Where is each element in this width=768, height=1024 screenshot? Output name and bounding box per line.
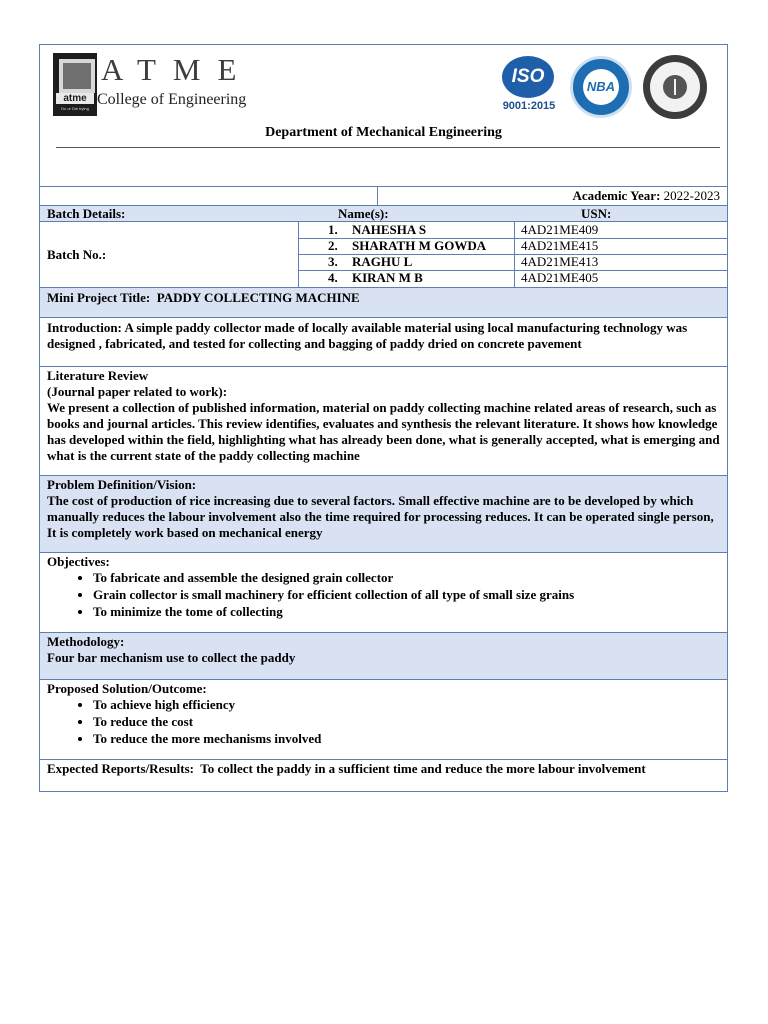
iso-badge [500, 54, 558, 116]
brand-name: ATME [101, 52, 254, 87]
list-item: • To reduce the cost [93, 714, 720, 730]
usn-label: USN: [581, 206, 612, 221]
batch-header-row [40, 206, 727, 222]
problem-text: The cost of production of rice increasing due to several factors. Small effective machine are to be developed by which manually reduces the labour involvement also the time required for processing reduces. It can be operated single person, It is completely work based on mechanical energy [47, 493, 714, 540]
objectives-list [47, 570, 720, 620]
member-name: KIRAN M B [352, 270, 423, 285]
batch-no-label: Batch No.: [47, 247, 107, 262]
document-frame [39, 44, 728, 792]
nba-badge [570, 56, 632, 118]
introduction-row [40, 318, 727, 367]
academic-year-row [40, 186, 727, 206]
methodology-row [40, 633, 727, 680]
literature-label: Literature Review [47, 368, 149, 383]
header-divider [56, 147, 720, 148]
project-title-label: Mini Project Title: [47, 290, 151, 305]
solution-list [47, 697, 720, 747]
problem-label: Problem Definition/Vision: [47, 477, 197, 492]
institution-seal-icon [643, 55, 707, 119]
list-item: • To minimize the tome of collecting [93, 604, 720, 620]
logo-text: atme [56, 93, 94, 104]
academic-year-value: 2022-2023 [663, 188, 720, 203]
literature-sub-label: (Journal paper related to work): [47, 384, 228, 399]
member-number: 2. [328, 238, 338, 253]
project-title-value: PADDY COLLECTING MACHINE [156, 290, 360, 305]
problem-definition-row [40, 476, 727, 553]
iso-badge-text: ISO [502, 56, 554, 98]
methodology-label: Methodology: [47, 634, 125, 649]
academic-year-label: Academic Year: [572, 188, 661, 203]
expected-label: Expected Reports/Results: [47, 761, 194, 776]
solution-label: Proposed Solution/Outcome: [47, 681, 207, 696]
member-number: 1. [328, 222, 338, 237]
literature-review-row [40, 367, 727, 476]
objectives-row [40, 553, 727, 633]
expected-results-row [40, 760, 727, 791]
member-number: 3. [328, 254, 338, 269]
iso-number: 9001:2015 [502, 100, 556, 112]
batch-details-label: Batch Details: [47, 206, 126, 221]
list-item: • Grain collector is small machinery for efficient collection of all type of small size grains [93, 587, 720, 603]
member-name: RAGHU L [352, 254, 413, 269]
letterhead [40, 45, 727, 187]
list-item: • To achieve high efficiency [93, 697, 720, 713]
list-item: • To reduce the more mechanisms involved [93, 731, 720, 747]
nba-badge-text: NBA [583, 69, 619, 105]
member-name: NAHESHA S [352, 222, 427, 237]
college-logo [53, 53, 97, 116]
introduction-text: A simple paddy collector made of locally available material using local manufacturing technology was designed , fabricated, and tested for collecting and bagging of paddy dried on concrete pavement [47, 320, 688, 351]
literature-text: We present a collection of published information, material on paddy collecting machine related areas of research, such as books and journal articles. This review identifies, evaluates and synthesis the relevant literature. It shows how knowledge has developed within the field, highlighting what has already been done, what is generally accepted, what is emerging and what is the current state of the paddy collecting machine [47, 400, 720, 463]
logo-tagline: Do or Die trying [61, 106, 89, 111]
department-title: Department of Mechanical Engineering [265, 125, 502, 140]
introduction-label: Introduction: [47, 320, 122, 335]
member-usn: 4AD21ME415 [521, 238, 599, 253]
member-usn: 4AD21ME413 [521, 254, 599, 269]
member-number: 4. [328, 270, 338, 285]
project-title-row [40, 288, 727, 318]
member-name: SHARATH M GOWDA [352, 238, 487, 253]
objectives-label: Objectives: [47, 554, 110, 569]
member-usn: 4AD21ME405 [521, 270, 599, 285]
member-usn: 4AD21ME409 [521, 222, 599, 237]
batch-members-block [40, 222, 727, 288]
list-item: • To fabricate and assemble the designed grain collector [93, 570, 720, 586]
expected-text: To collect the paddy in a sufficient time and reduce the more labour involvement [200, 761, 646, 776]
methodology-text: Four bar mechanism use to collect the paddy [47, 650, 296, 665]
college-name: College of Engineering [97, 91, 247, 108]
names-label: Name(s): [338, 206, 389, 221]
proposed-solution-row [40, 680, 727, 760]
